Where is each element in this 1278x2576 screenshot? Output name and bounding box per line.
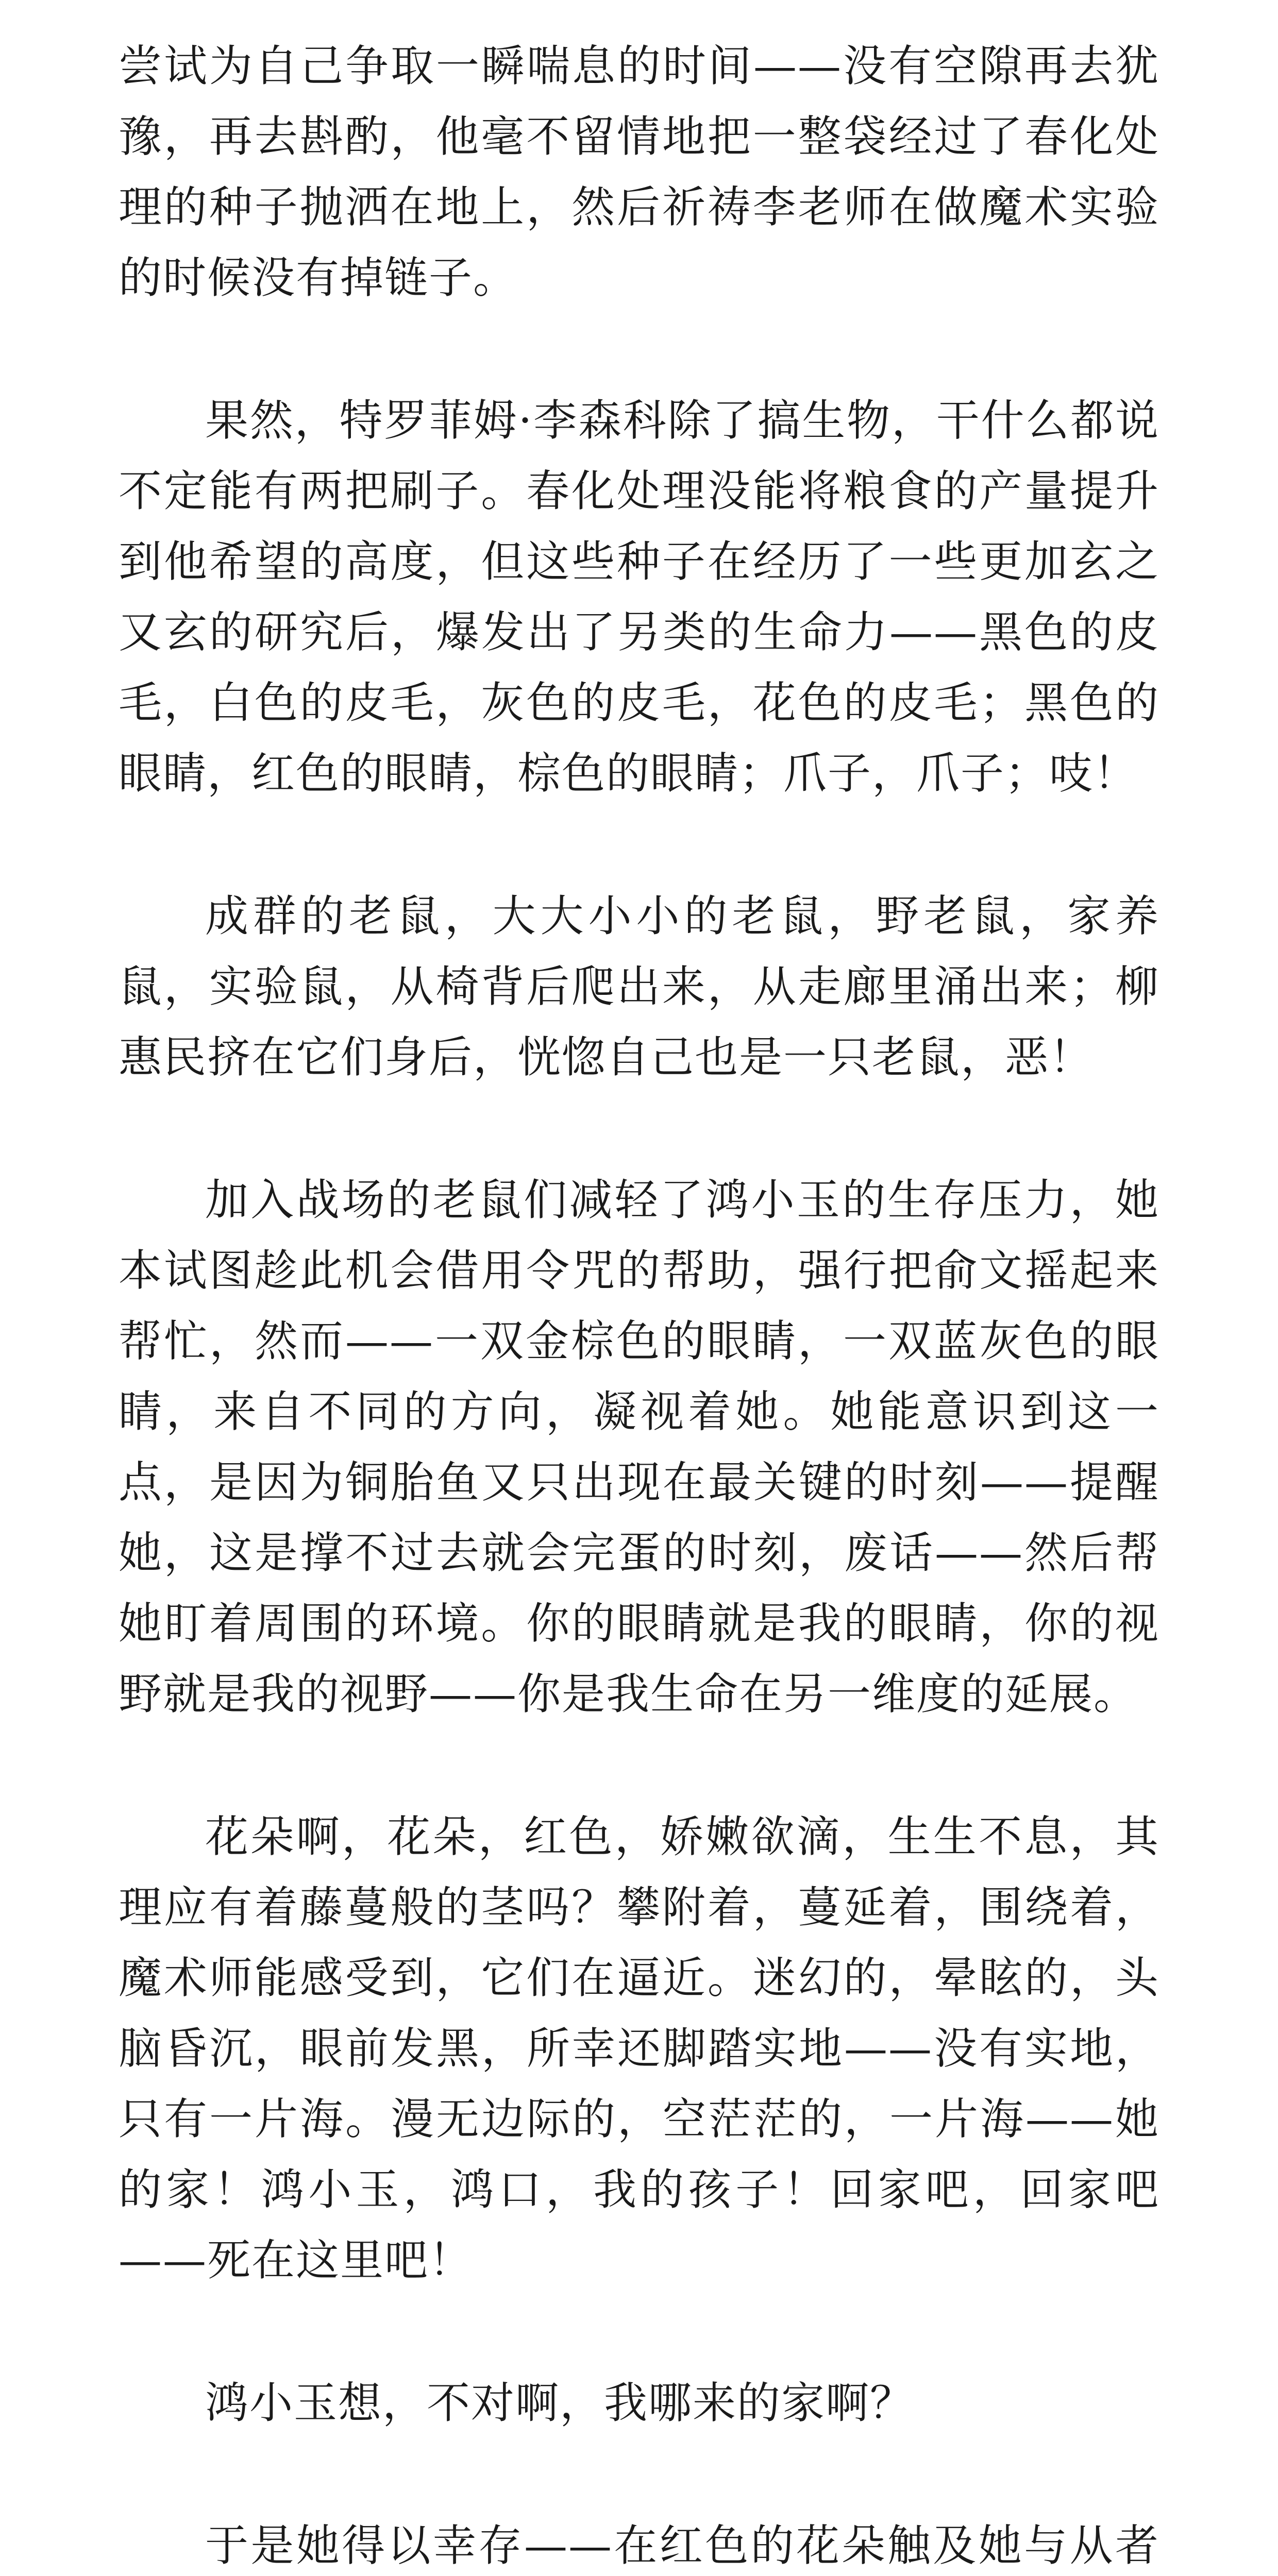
paragraph-2: 果然，特罗菲姆·李森科除了搞生物，干什么都说不定能有两把刷子。春化处理没能将粮食的产量提升到他希望的高度，但这些种子在经历了一些更加玄之又玄的研究后，爆发出了另类的生命力——黑色的皮毛，白色的皮毛，灰色的皮毛，花色的皮毛；黑色的眼睛，红色的眼睛，棕色的眼睛；爪子，爪子；吱！: [119, 395, 1159, 799]
paragraph-1: 尝试为自己争取一瞬喘息的时间——没有空隙再去犹豫，再去斟酌，他毫不留情地把一整袋经过了春化处理的种子抛洒在地上，然后祈祷李老师在做魔术实验的时候没有掉链子。: [119, 41, 1159, 303]
paragraph-5: 花朵啊，花朵，红色，娇嫩欲滴，生生不息，其理应有着藤蔓般的茎吗？攀附着，蔓延着，围绕着，魔术师能感受到，它们在逼近。迷幻的，晕眩的，头脑昏沉，眼前发黑，所幸还脚踏实地——没有实地，只有一片海。漫无边际的，空茫茫的，一片海——她的家！鸿小玉，鸿口，我的孩子！回家吧，回家吧——死在这里吧！: [119, 1811, 1159, 2285]
paragraph-7: 于是她得以幸存——在红色的花朵触及她与从者: [205, 2520, 1159, 2571]
paragraph-6: 鸿小玉想，不对啊，我哪来的家啊？: [205, 2378, 915, 2428]
paragraph-4: 加入战场的老鼠们减轻了鸿小玉的生存压力，她本试图趁此机会借用令咒的帮助，强行把俞文摇起来帮忙，然而——一双金棕色的眼睛，一双蓝灰色的眼睛，来自不同的方向，凝视着她。她能意识到这一点，是因为铜胎鱼又只出现在最关键的时刻——提醒她，这是撑不过去就会完蛋的时刻，废话——然后帮她盯着周围的环境。你的眼睛就是我的眼睛，你的视野就是我的视野——你是我生命在另一维度的延展。: [119, 1175, 1159, 1719]
paragraph-3: 成群的老鼠，大大小小的老鼠，野老鼠，家养鼠，实验鼠，从椅背后爬出来，从走廊里涌出来；柳惠民挤在它们身后，恍惚自己也是一只老鼠，恶！: [119, 891, 1159, 1082]
